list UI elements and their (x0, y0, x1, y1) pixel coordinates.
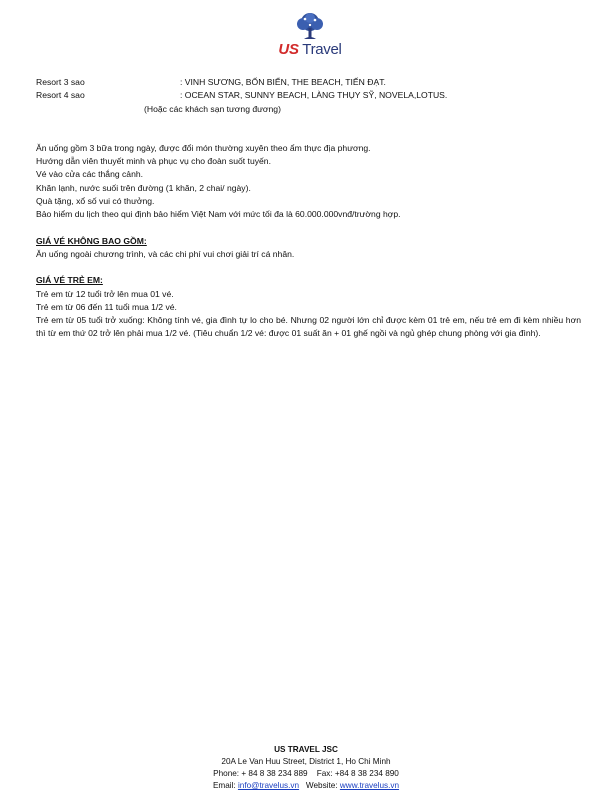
logo-wordmark (265, 42, 355, 58)
hotel-row (36, 76, 581, 89)
children-price-line: Trẻ em từ 12 tuổi trở lên mua 01 vé. (36, 288, 174, 299)
company-logo (265, 12, 355, 68)
footer-company: US TRAVEL JSC (274, 745, 338, 754)
footer-website-link[interactable]: www.travelus.vn (339, 781, 400, 790)
footer-email-label: Email: (212, 781, 238, 790)
hotel-list: : VINH SƯƠNG, BỐN BIỂN, THE BEACH, TIẾN ĐẠT. (180, 77, 386, 87)
hotel-row (36, 89, 581, 102)
footer-contacts (150, 780, 462, 792)
footer-email-link[interactable]: info@travelus.vn (237, 781, 300, 790)
footer-address: 20A Le Van Huu Street, District 1, Ho Chi Minh (221, 757, 391, 766)
document-body (36, 76, 581, 341)
not-included-heading: GIÁ VÉ KHÔNG BAO GỒM: (36, 235, 147, 246)
included-item: Quà tặng, xổ số vui có thưởng. (36, 196, 155, 207)
children-price-line: Trẻ em từ 06 đến 11 tuổi mua 1/2 vé. (36, 301, 177, 312)
not-included-text: Ăn uống ngoài chương trình, và các chi phí vui chơi giải trí cá nhân. (36, 248, 295, 259)
hotel-class-label: Resort 4 sao (36, 90, 85, 101)
included-item: Khăn lạnh, nước suối trên đường (1 khăn, 2 chai/ ngày). (36, 182, 251, 193)
logo-brand-us: US (278, 41, 299, 58)
hotel-class-label: Resort 3 sao (36, 77, 85, 87)
hotel-list: : OCEAN STAR, SUNNY BEACH, LÀNG THỤY SỸ, NOVELA,LOTUS. (180, 90, 448, 101)
tree-logo-icon (293, 12, 327, 42)
logo-brand-travel: Travel (302, 41, 342, 58)
included-item: Hướng dẫn viên thuyết minh và phục vụ cho đoàn suốt tuyến. (36, 156, 271, 167)
page-footer (150, 744, 462, 792)
children-price-heading: GIÁ VÉ TRẺ EM: (36, 275, 103, 286)
hotel-note: (Hoặc các khách sạn tương đương) (144, 103, 281, 114)
included-item: Bảo hiểm du lịch theo qui định bảo hiểm Việt Nam với mức tối đa là 60.000.000vnđ/trường hợp. (36, 209, 401, 220)
included-item: Ăn uống gồm 3 bữa trong ngày, được đổi món thường xuyên theo ẩm thực địa phương. (36, 142, 371, 153)
included-item: Vé vào cửa các thắng cảnh. (36, 169, 144, 180)
footer-phone-fax: Phone: + 84 8 38 234 889 Fax: +84 8 38 234 890 (213, 769, 399, 778)
footer-website-label: Website: (299, 781, 340, 790)
children-price-line: Trẻ em từ 05 tuổi trở xuống: Không tính vé, gia đình tự lo cho bé. Nhưng 02 người lớn chỉ được kèm 01 trẻ em, nếu trẻ em đi kèm nhiều hơn thì từ em thứ 02 trở lên phải mua 1/2 vé. (Tiêu chuẩn 1/2 vé: được 01 suất ăn + 01 ghế ngồi và ngủ ghép chung phòng với gia đình). (36, 315, 581, 339)
